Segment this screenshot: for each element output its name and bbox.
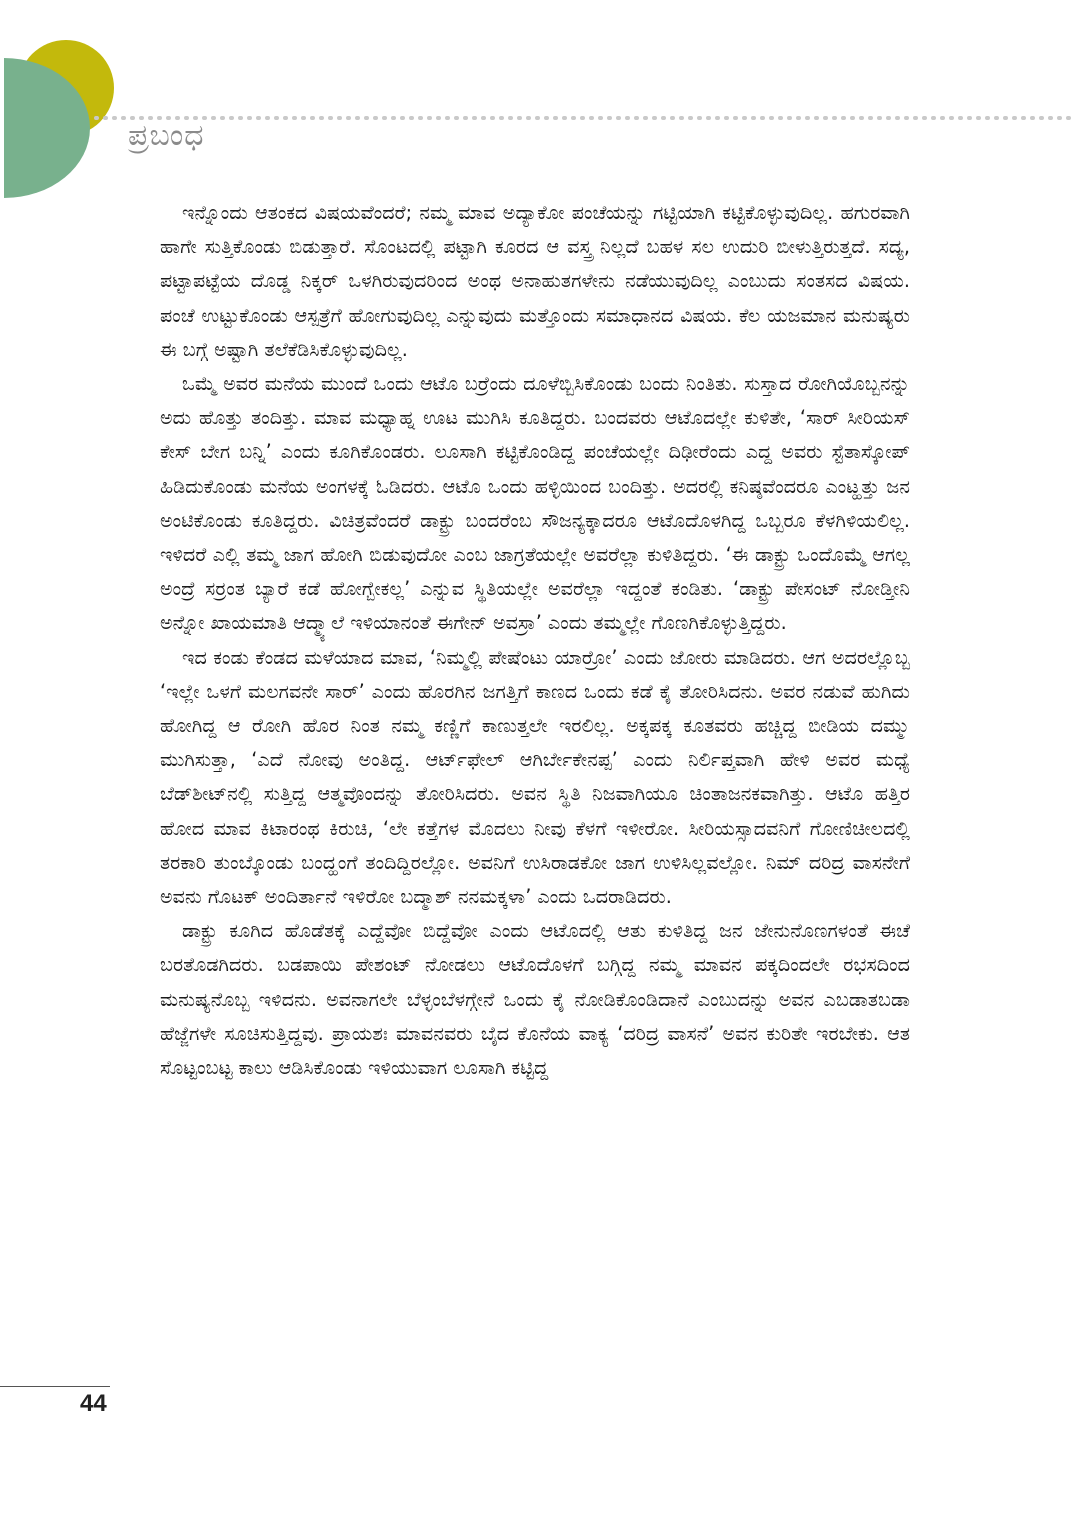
article-body xyxy=(160,196,910,1085)
paragraph: ಇನ್ನೊಂದು ಆತಂಕದ ವಿಷಯವೆಂದರೆ; ನಮ್ಮ ಮಾವ ಅದ್ಯಾಕೋ ಪಂಚೆಯನ್ನು ಗಟ್ಟಿಯಾಗಿ ಕಟ್ಟಿಕೊಳ್ಳುವುದಿಲ್ಲ. ಹಗುರವಾಗಿ ಹಾಗೇ ಸುತ್ತಿಕೊಂಡು ಬಿಡುತ್ತಾರೆ. ಸೊಂಟದಲ್ಲಿ ಪಟ್ಟಾಗಿ ಕೂರದ ಆ ವಸ್ತ್ರ ನಿಲ್ಲದೆ ಬಹಳ ಸಲ ಉದುರಿ ಬೀಳುತ್ತಿರುತ್ತದೆ. ಸದ್ಯ, ಪಟ್ಟಾಪಟ್ಟೆಯ ದೊಡ್ಡ ನಿಕ್ಕರ್ ಒಳಗಿರುವುದರಿಂದ ಅಂಥ ಅನಾಹುತಗಳೇನು ನಡೆಯುವುದಿಲ್ಲ ಎಂಬುದು ಸಂತಸದ ವಿಷಯ. ಪಂಚೆ ಉಟ್ಟುಕೊಂಡು ಆಸ್ಪತ್ರೆಗೆ ಹೋಗುವುದಿಲ್ಲ ಎನ್ನುವುದು ಮತ್ತೊಂದು ಸಮಾಧಾನದ ವಿಷಯ. ಕೆಲ ಯಜಮಾನ ಮನುಷ್ಯರು ಈ ಬಗ್ಗೆ ಅಷ್ಟಾಗಿ ತಲೆಕೆಡಿಸಿಕೊಳ್ಳುವುದಿಲ್ಲ. xyxy=(160,201,910,361)
paragraph: ಡಾಕ್ಟ್ರು ಕೂಗಿದ ಹೊಡೆತಕ್ಕೆ ಎದ್ದೆವೋ ಬಿದ್ದೆವೋ ಎಂದು ಆಟೊದಲ್ಲಿ ಆತು ಕುಳಿತಿದ್ದ ಜನ ಜೇನುನೊಣಗಳಂತೆ ಈಚೆ ಬರತೊಡಗಿದರು. ಬಡಪಾಯಿ ಪೇಶಂಟ್ ನೋಡಲು ಆಟೊದೊಳಗೆ ಬಗ್ಗಿದ್ದ ನಮ್ಮ ಮಾವನ ಪಕ್ಕದಿಂದಲೇ ರಭಸದಿಂದ ಮನುಷ್ಯನೊಬ್ಬ ಇಳಿದನು. ಅವನಾಗಲೇ ಬೆಳ್ಳಂಬೆಳಗ್ಗೇನೆ ಒಂದು ಕೈ ನೋಡಿಕೊಂಡಿದಾನೆ ಎಂಬುದನ್ನು ಅವನ ಎಬಡಾತಬಡಾ ಹೆಜ್ಜೆಗಳೇ ಸೂಚಿಸುತ್ತಿದ್ದವು. ಪ್ರಾಯಶಃ ಮಾವನವರು ಬೈದ ಕೊನೆಯ ವಾಕ್ಯ ‘ದರಿದ್ರ ವಾಸನೆ’ ಅವನ ಕುರಿತೇ ಇರಬೇಕು. ಆತ ಸೊಟ್ಟಂಬಟ್ಟ ಕಾಲು ಆಡಿಸಿಕೊಂಡು ಇಳಿಯುವಾಗ ಲೂಸಾಗಿ ಕಟ್ಟಿದ್ದ xyxy=(160,919,910,1080)
footer-rule xyxy=(0,1386,110,1387)
paragraph: ಇದ ಕಂಡು ಕೆಂಡದ ಮಳೆಯಾದ ಮಾವ, ‘ನಿಮ್ಮಲ್ಲಿ ಪೇಷೆಂಟು ಯಾರ್‍ರೋ’ ಎಂದು ಜೋರು ಮಾಡಿದರು. ಆಗ ಅದರಲ್ಲೊಬ್ಬ ‘ಇಲ್ಲೇ ಒಳಗೆ ಮಲಗವನೇ ಸಾರ್’ ಎಂದು ಹೊರಗಿನ ಜಗತ್ತಿಗೆ ಕಾಣದ ಒಂದು ಕಡೆ ಕೈ ತೋರಿಸಿದನು. ಅವರ ನಡುವೆ ಹುಗಿದು ಹೋಗಿದ್ದ ಆ ರೋಗಿ ಹೊರ ನಿಂತ ನಮ್ಮ ಕಣ್ಣಿಗೆ ಕಾಣುತ್ತಲೇ ಇರಲಿಲ್ಲ. ಅಕ್ಕಪಕ್ಕ ಕೂತವರು ಹಚ್ಚಿದ್ದ ಬೀಡಿಯ ದಮ್ಮು ಮುಗಿಸುತ್ತಾ, ‘ಎದೆ ನೋವು ಅಂತಿದ್ದ. ಆರ್ಟ್‌ಫೇಲ್ ಆಗಿರ್ಬೇಕೇನಪ್ಪ’ ಎಂದು ನಿರ್ಲಿಪ್ತವಾಗಿ ಹೇಳಿ ಅವರ ಮಧ್ಯೆ ಬೆಡ್‌ಶೀಟ್‌ನಲ್ಲಿ ಸುತ್ತಿದ್ದ ಆತ್ಮವೊಂದನ್ನು ತೋರಿಸಿದರು. ಅವನ ಸ್ಥಿತಿ ನಿಜವಾಗಿಯೂ ಚಿಂತಾಜನಕವಾಗಿತ್ತು. ಆಟೊ ಹತ್ತಿರ ಹೋದ ಮಾವ ಕಿಟಾರಂಥ ಕಿರುಚಿ, ‘ಲೇ ಕತ್ತೆಗಳ ಮೊದಲು ನೀವು ಕೆಳಗೆ ಇಳೀರೋ. ಸೀರಿಯಸ್ಸಾದವನಿಗೆ ಗೋಣಿಚೀಲದಲ್ಲಿ ತರಕಾರಿ ತುಂಬ್ಕೊಂಡು ಬಂದ್ಹಂಗೆ ತಂದಿದ್ದಿರಲ್ಲೋ. ಅವನಿಗೆ ಉಸಿರಾಡಕೋ ಜಾಗ ಉಳಿಸಿಲ್ಲವಲ್ಲೋ. ನಿಮ್ ದರಿದ್ರ ವಾಸನೇಗೆ ಅವನು ಗೊಟಕ್ ಅಂದಿರ್ತಾನೆ ಇಳಿರೋ ಬದ್ಮಾಶ್ ನನಮಕ್ಕಳಾ’ ಎಂದು ಒದರಾಡಿದರು. xyxy=(160,645,910,909)
page-number: 44 xyxy=(80,1390,107,1417)
yellow-circle-decoration xyxy=(18,40,114,136)
section-title: ಪ್ರಬಂಧ xyxy=(128,118,205,153)
green-half-circle-decoration xyxy=(4,58,90,198)
paragraph: ಒಮ್ಮೆ ಅವರ ಮನೆಯ ಮುಂದೆ ಒಂದು ಆಟೊ ಬರ್‍ರೆಂದು ದೂಳೆಬ್ಬಿಸಿಕೊಂಡು ಬಂದು ನಿಂತಿತು. ಸುಸ್ತಾದ ರೋಗಿಯೊಬ್ಬನನ್ನು ಅದು ಹೊತ್ತು ತಂದಿತ್ತು. ಮಾವ ಮಧ್ಯಾಹ್ನ ಊಟ ಮುಗಿಸಿ ಕೂತಿದ್ದರು. ಬಂದವರು ಆಟೊದಲ್ಲೇ ಕುಳಿತೇ, ‘ಸಾರ್ ಸೀರಿಯಸ್ ಕೇಸ್ ಬೇಗ ಬನ್ನಿ’ ಎಂದು ಕೂಗಿಕೊಂಡರು. ಲೂಸಾಗಿ ಕಟ್ಟಿಕೊಂಡಿದ್ದ ಪಂಚೆಯಲ್ಲೇ ದಿಢೀರೆಂದು ಎದ್ದ ಅವರು ಸ್ಟೆತಾಸ್ಕೋಪ್ ಹಿಡಿದುಕೊಂಡು ಮನೆಯ ಅಂಗಳಕ್ಕೆ ಓಡಿದರು. ಆಟೊ ಒಂದು ಹಳ್ಳಿಯಿಂದ ಬಂದಿತ್ತು. ಅದರಲ್ಲಿ ಕನಿಷ್ಠವೆಂದರೂ ಎಂಟ್ಹತ್ತು ಜನ ಅಂಟಿಕೊಂಡು ಕೂತಿದ್ದರು. ವಿಚಿತ್ರವೆಂದರೆ ಡಾಕ್ಟ್ರು ಬಂದರೆಂಬ ಸೌಜನ್ಯಕ್ಕಾದರೂ ಆಟೊದೊಳಗಿದ್ದ ಒಬ್ಬರೂ ಕೆಳಗಿಳಿಯಲಿಲ್ಲ. ಇಳಿದರೆ ಎಲ್ಲಿ ತಮ್ಮ ಜಾಗ ಹೋಗಿ ಬಿಡುವುದೋ ಎಂಬ ಜಾಗ್ರತೆಯಲ್ಲೇ ಅವರೆಲ್ಲಾ ಕುಳಿತಿದ್ದರು. ‘ಈ ಡಾಕ್ಟ್ರು ಒಂದೊಮ್ಮೆ ಆಗಲ್ಲ ಅಂದ್ರೆ ಸರ್ರಂತ ಬ್ಯಾರೆ ಕಡೆ ಹೋಗ್ಬೇಕಲ್ಲ’ ಎನ್ನುವ ಸ್ಥಿತಿಯಲ್ಲೇ ಅವರೆಲ್ಲಾ ಇದ್ದಂತೆ ಕಂಡಿತು. ‘ಡಾಕ್ಟ್ರು ಪೇಸಂಟ್ ನೋಡ್ತೀನಿ ಅನ್ನೋ ಖಾಯಮಾತಿ ಆದ್ಮ್ಯಾಲೆ ಇಳಿಯಾನಂತೆ ಈಗೇನ್ ಅವಸ್ರಾ’ ಎಂದು ತಮ್ಮಲ್ಲೇ ಗೊಣಗಿಕೊಳ್ಳುತ್ತಿದ್ದರು. xyxy=(160,372,910,635)
